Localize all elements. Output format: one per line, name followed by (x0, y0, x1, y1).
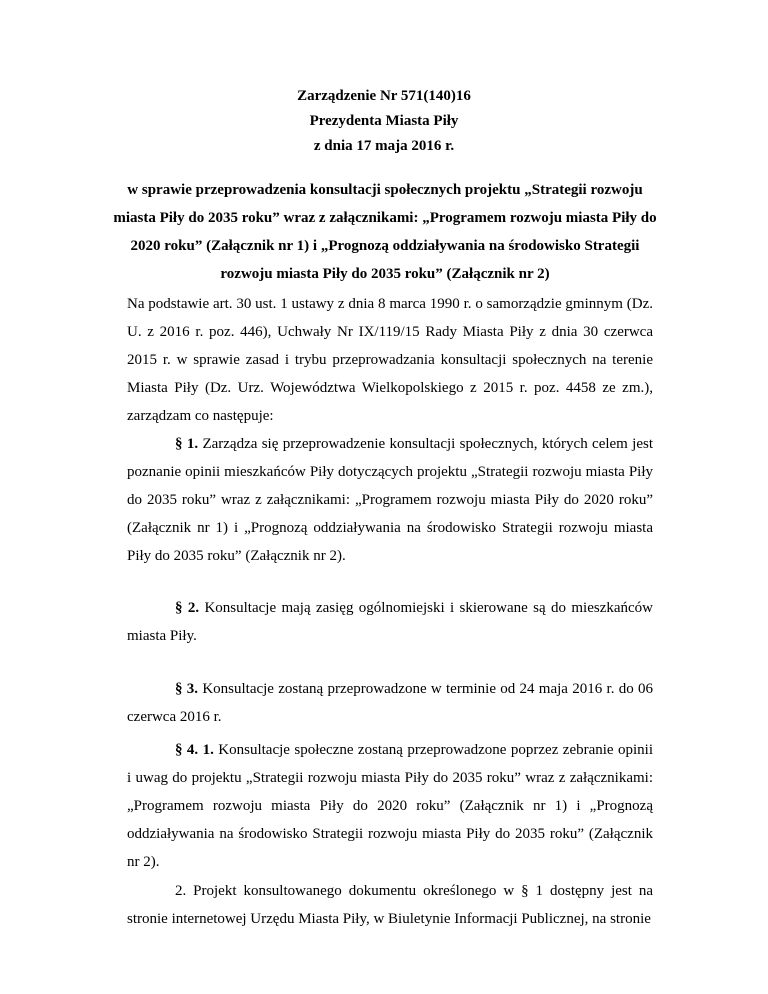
preamble: Na podstawie art. 30 ust. 1 ustawy z dnia 8 marca 1990 r. o samorządzie gminnym (Dz. U. z 2016 r. poz. 446), Uchwały Nr IX/119/15 Rady Miasta Piły z dnia 30 czerwca 2015 r. w sprawie zasad i trybu przeprowadzania konsultacji społecznych na terenie Miasta Piły (Dz. Urz. Województwa Wielkopolskiego z 2015 r. poz. 4458 ze zm.), zarządzam co następuje: (127, 296, 653, 424)
document-subject: w sprawie przeprowadzenia konsultacji społecznych projektu „Strategii rozwoju miasta Piły do 2035 roku” wraz z załącznikami: „Programem rozwoju miasta Piły do 2020 roku” (Załącznik nr 1) i „Prognozą oddziaływania na środowisko Strategii rozwoju miasta Piły do 2035 roku” (Załącznik nr 2) (113, 182, 657, 282)
section-4 (127, 736, 653, 876)
section-4-point-2: 2. Projekt konsultowanego dokumentu określonego w § 1 dostępny jest na stronie internetowej Urzędu Miasta Piły, w Biuletynie Informacji Publicznej, na stronie (127, 883, 653, 927)
section-2-text: Konsultacje mają zasięg ogólnomiejski i skierowane są do mieszkańców miasta Piły. (127, 600, 654, 644)
section-4-text: Konsultacje społeczne zostaną przeprowadzone poprzez zebranie opinii i uwag do projektu „Strategii rozwoju miasta Piły do 2035 roku” wraz z załącznikami: „Programem rozwoju miasta Piły do 2020 roku” (Załącznik nr 1) i „Prognozą oddziaływania na środowisko Strategii rozwoju miasta Piły do 2035 roku” (Załącznik nr 2). (127, 742, 654, 870)
section-3-mark: § 3. (175, 681, 199, 697)
section-2 (127, 594, 653, 650)
section-1-mark: § 1. (175, 436, 199, 452)
section-1-text: Zarządza się przeprowadzenie konsultacji społecznych, których celem jest poznanie opinii mieszkańców Piły dotyczących projektu „Strategii rozwoju miasta Piły do 2035 roku” wraz z załącznikami: „Programem rozwoju miasta Piły do 2020 roku” (Załącznik nr 1) i „Prognozą oddziaływania na środowisko Strategii rozwoju miasta Piły do 2035 roku” (Załącznik nr 2). (127, 436, 654, 564)
section-4-mark: § 4. 1. (175, 742, 214, 758)
document-title: Zarządzenie Nr 571(140)16 (297, 88, 471, 104)
document-issuer: Prezydenta Miasta Piły (309, 113, 459, 129)
section-1 (127, 430, 653, 570)
section-3-text: Konsultacje zostaną przeprowadzone w terminie od 24 maja 2016 r. do 06 czerwca 2016 r. (127, 681, 653, 725)
section-2-mark: § 2. (175, 600, 200, 616)
section-3 (127, 675, 653, 731)
document-date: z dnia 17 maja 2016 r. (313, 138, 455, 154)
